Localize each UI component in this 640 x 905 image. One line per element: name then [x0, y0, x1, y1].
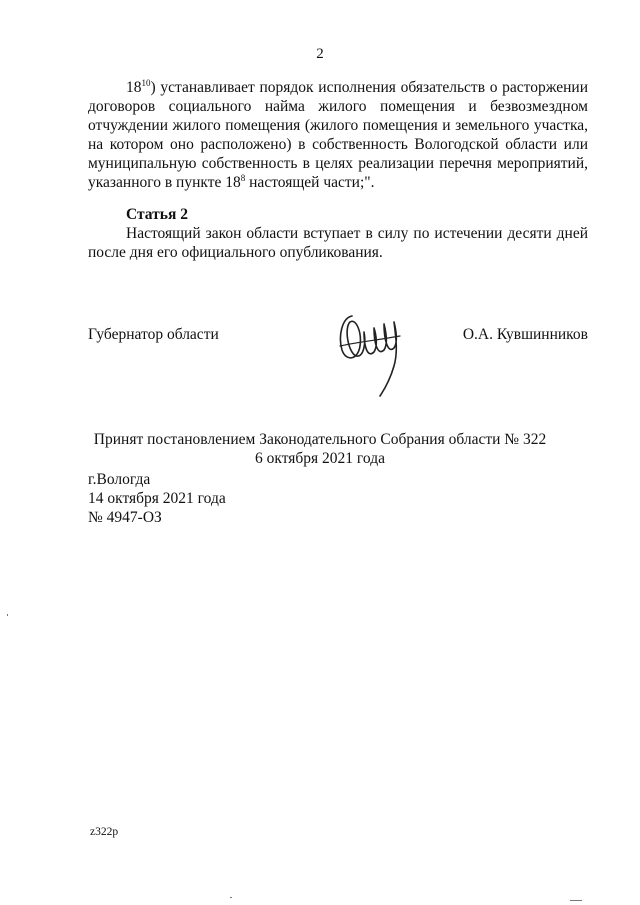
adoption-note	[0, 430, 640, 468]
handwritten-signature	[334, 302, 410, 402]
paragraph-superscript: 10	[141, 78, 151, 88]
point-superscript: 8	[240, 173, 246, 183]
governor-name: О.А. Кувшинников	[462, 326, 588, 343]
paragraph-number: 18	[126, 79, 142, 96]
scan-speck	[230, 897, 232, 898]
scan-speck	[7, 614, 8, 616]
article-heading: Статья 2	[126, 206, 188, 223]
adoption-line-2: 6 октября 2021 года	[255, 450, 385, 467]
scan-speck	[570, 900, 582, 901]
governor-title: Губернатор области	[88, 326, 219, 343]
article-body: Настоящий закон области вступает в силу по истечении десяти дней после дня его официального опубликования.	[88, 225, 588, 261]
city: г.Вологда	[88, 471, 151, 488]
paragraph-text-end: настоящей части;".	[245, 174, 375, 191]
law-number: № 4947-ОЗ	[88, 509, 162, 526]
signing-date: 14 октября 2021 года	[88, 490, 226, 507]
paragraph-text: ) устанавливает порядок исполнения обязательств о расторжении договоров социального найма жилого помещения и безвозмездном отчуждении жилого помещения (жилого помещения и земельного участка, на котором оно расположено) в собственность Вологодской области или муниципальную собственность в целях реализации перечня мероприятий, указанного в пункте 18	[88, 79, 588, 191]
adoption-line-1: Принят постановлением Законодательного Собрания области № 322	[93, 431, 547, 448]
document-code: z322p	[90, 826, 119, 838]
article-text	[88, 224, 588, 262]
paragraph-18-10	[88, 78, 588, 192]
page-number: 2	[316, 46, 324, 62]
place-date-number	[88, 470, 226, 527]
